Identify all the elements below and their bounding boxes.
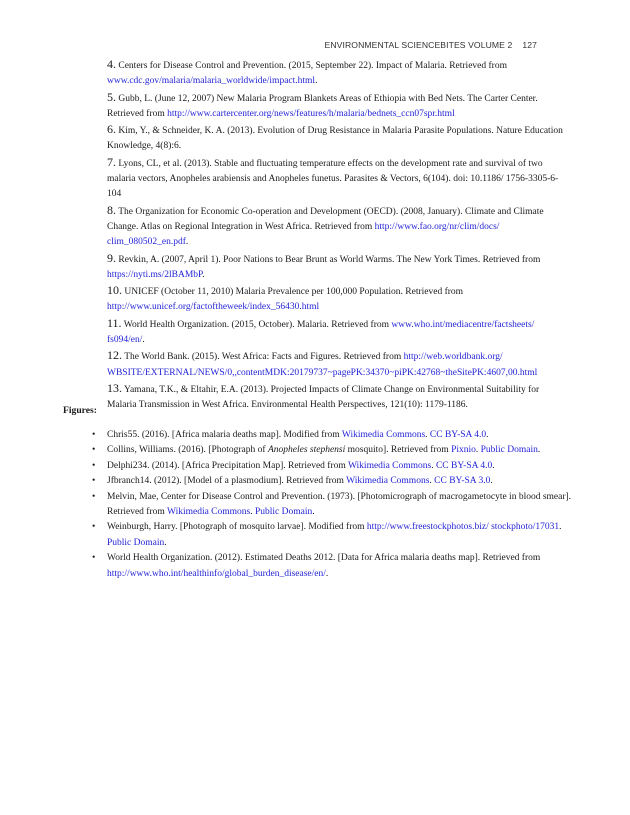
- link[interactable]: CC BY-SA 4.0: [435, 460, 493, 471]
- text-segment: The World Bank. (2015). West Africa: Facts and Figures. Retrieved from: [124, 352, 404, 363]
- text-segment: .: [185, 237, 189, 248]
- text-segment: .: [492, 460, 495, 471]
- figure-credit-item: [92, 490, 572, 521]
- text-segment: .: [429, 476, 435, 487]
- bullet-icon: •: [92, 460, 96, 471]
- reference-item: [107, 57, 570, 90]
- reference-number: 8.: [107, 202, 116, 217]
- link[interactable]: Wikimedia Commons: [341, 430, 426, 440]
- link[interactable]: Pixnio: [451, 445, 476, 456]
- bullet-icon: •: [92, 553, 96, 564]
- figure-credit-item: [92, 474, 572, 489]
- running-header-title: ENVIRONMENTAL SCIENCEBITES VOLUME 2: [324, 40, 513, 50]
- reference-number: 4.: [107, 57, 116, 71]
- link[interactable]: Public Domain: [480, 445, 538, 456]
- reference-item: [107, 381, 570, 414]
- link[interactable]: www.who.int/mediacentre/factsheets/ fs094/en/: [107, 319, 535, 346]
- bullet-icon: •: [92, 522, 96, 533]
- link[interactable]: Wikimedia Commons: [347, 460, 432, 471]
- reference-item: [107, 90, 570, 123]
- text-segment: Chris55. (2016). [Africa malaria deaths map]. Modified from: [107, 430, 342, 440]
- figure-credit-item: [92, 459, 572, 474]
- link[interactable]: CC BY-SA 3.0: [434, 476, 491, 487]
- link[interactable]: CC BY-SA 4.0: [429, 430, 487, 440]
- reference-number: 7.: [107, 154, 116, 169]
- text-segment: The Organization for Economic Co-operation and Development (OECD). (2008, January). Climate and Climate Change. Atlas on Regional Integration in West Africa. Retrieved from: [107, 206, 544, 232]
- text-segment: Gubb, L. (June 12, 2007) New Malaria Program Blankets Areas of Ethiopia with Bed Nets. The Carter Center. Retrieved from: [107, 93, 538, 119]
- text-segment: .: [315, 76, 318, 87]
- text-segment: Lyons, CL, et al. (2013). Stable and fluctuating temperature effects on the development rate and survival of two malaria vectors, Anopheles arabiensis and Anopheles funetus. Parasites & Vectors, 6(104). doi: 10.1186/ 1756-3305-6-104: [107, 158, 559, 200]
- text-segment: .: [250, 507, 255, 518]
- figure-credits-list: [92, 428, 572, 582]
- text-segment: Yamana, T.K., & Eltahir, E.A. (2013). Projected Impacts of Climate Change on Environmental Suitability for Malaria Transmission in West Africa. Environmental Health Perspectives, 121(10): 1179-1186.: [107, 384, 540, 411]
- link[interactable]: Wikimedia Commons: [346, 476, 430, 487]
- reference-number: 11.: [107, 315, 122, 330]
- figure-credit-item: [92, 520, 572, 551]
- reference-number: 12.: [107, 348, 122, 363]
- text-segment: Collins, Williams. (2016). [Photograph of: [107, 445, 268, 456]
- text-segment: .: [537, 445, 541, 456]
- bullet-icon: •: [92, 445, 96, 456]
- text-segment: Revkin, A. (2007, April 1). Poor Nations to Bear Brunt as World Warms. The New York Times. Retrieved from: [118, 254, 541, 265]
- reference-list: [107, 57, 570, 414]
- text-segment: Delphi234. (2014). [Africa Precipitation Map]. Retrieved from: [107, 460, 348, 471]
- reference-number: 13.: [107, 380, 122, 395]
- reference-item: [107, 251, 570, 284]
- reference-item: [107, 348, 570, 381]
- figure-credit-item: [92, 443, 572, 458]
- text-segment: .: [312, 507, 315, 518]
- running-header: [325, 40, 537, 50]
- reference-item: [107, 283, 570, 316]
- reference-number: 6.: [107, 122, 116, 137]
- link[interactable]: Public Domain: [107, 537, 165, 548]
- figures-heading: Figures:: [63, 405, 97, 416]
- reference-item: [107, 203, 570, 251]
- text-segment: mosquito]. Retrieved from: [345, 445, 452, 456]
- page-number: 127: [522, 40, 537, 50]
- text-segment: Centers for Disease Control and Prevention. (2015, September 22). Impact of Malaria. Retrieved from: [118, 61, 507, 71]
- reference-item: [107, 155, 570, 203]
- text-segment: .: [431, 460, 436, 471]
- text-segment: .: [325, 568, 329, 579]
- text-segment: .: [425, 430, 430, 440]
- text-segment: Weinburgh, Harry. [Photograph of mosquito larvae]. Modified from: [107, 522, 367, 533]
- link[interactable]: Wikimedia Commons: [166, 507, 251, 518]
- bullet-icon: •: [92, 476, 96, 487]
- text-segment: .: [559, 522, 562, 533]
- reference-item: [107, 122, 570, 155]
- text-segment: Melvin, Mae, Center for Disease Control and Prevention. (1973). [Photomicrograph of macrogametocyte in blood smear]. Retrieved from: [107, 491, 572, 518]
- link[interactable]: Public Domain: [255, 507, 313, 518]
- reference-number: 9.: [107, 250, 116, 265]
- text-segment: .: [142, 335, 145, 346]
- reference-number: 5.: [107, 89, 116, 104]
- text-segment: .: [164, 537, 167, 548]
- link[interactable]: http://web.worldbank.org/ WBSITE/EXTERNAL/NEWS/0,,contentMDK:20179737~pagePK:34370~piPK:42768~theSitePK:4607,00.html: [107, 352, 538, 378]
- text-segment: World Health Organization. (2015, October). Malaria. Retrieved from: [123, 319, 392, 330]
- figure-credit-item: [92, 551, 572, 582]
- text-segment: World Health Organization. (2012). Estimated Deaths 2012. [Data for Africa malaria deaths map]. Retrieved from: [107, 553, 541, 564]
- bullet-icon: •: [92, 491, 96, 502]
- link[interactable]: http://www.cartercenter.org/news/features/h/malaria/bednets_ccn07spr.html: [167, 108, 455, 119]
- text-segment: Kim, Y., & Schneider, K. A. (2013). Evolution of Drug Resistance in Malaria Parasite Populations. Nature Education Knowledge, 4(8):6.: [107, 126, 563, 152]
- link[interactable]: http://www.unicef.org/factoftheweek/index_56430.html: [107, 302, 320, 313]
- link[interactable]: www.cdc.gov/malaria/malaria_worldwide/impact.html: [107, 76, 316, 87]
- italic-text: Anopheles stephensi: [267, 445, 346, 456]
- text-segment: .: [490, 476, 493, 487]
- text-segment: .: [202, 269, 205, 280]
- link[interactable]: https://nyti.ms/2lBAMbP: [107, 269, 203, 280]
- link[interactable]: http://www.who.int/healthinfo/global_burden_disease/en/: [107, 568, 326, 579]
- text-segment: UNICEF (October 11, 2010) Malaria Prevalence per 100,000 Population. Retrieved from: [124, 287, 464, 298]
- text-segment: .: [475, 445, 481, 456]
- text-segment: .: [486, 430, 489, 440]
- reference-item: [107, 316, 570, 349]
- link[interactable]: http://www.fao.org/nr/clim/docs/ clim_080502_en.pdf: [107, 221, 500, 248]
- figure-credit-item: [92, 428, 572, 443]
- bullet-icon: •: [92, 430, 96, 440]
- reference-number: 10.: [107, 283, 122, 298]
- link[interactable]: http://www.freestockphotos.biz/ stockphoto/17031: [366, 522, 560, 533]
- text-segment: Jfbranch14. (2012). [Model of a plasmodium]. Retrieved from: [107, 476, 347, 487]
